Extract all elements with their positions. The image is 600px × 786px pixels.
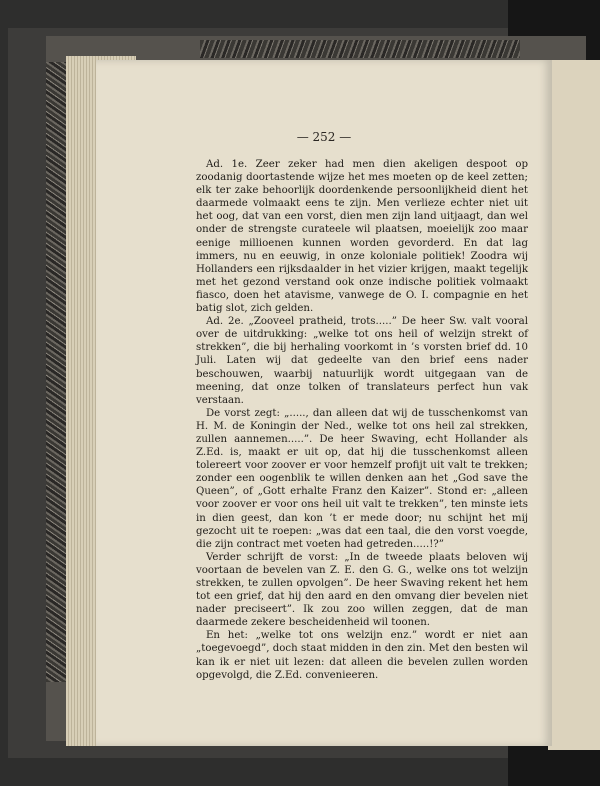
paragraph-1: Ad. 1e. Zeer zeker had men dien akeligen despoot op zoodanig doortastende wijze het mes moeten op de keel zetten; elk ter zake behoorlijk doordenkende persoonlijkheid dient het daarmede volmaakt eens te zijn. Men verlieze echter niet uit het oog, dat van een vorst, dien men zijn land uitjaagt, dan wel onder de strengste curateele wil plaatsen, moeielijk zoo maar eenige millioenen kunnen worden gevorderd. En dat lag immers, nu en eeuwig, in onze koloniale politiek! Zoodra wij Hollanders een rijksdaalder in het vizier krijgen, maakt tegelijk met het gezond verstand ook onze indische politiek volmaakt fiasco, doen het atavisme, vanwege de O. I. compagnie en het batig slot, zich gelden.: [196, 159, 528, 315]
page-number: — 252 —: [296, 130, 352, 144]
marbled-edge-left: [46, 62, 68, 682]
paragraph-4: Verder schrijft de vorst: „In de tweede plaats beloven wij voortaan de bevelen van Z. E. den G. G., welke ons tot welzijn strekken, te zullen opvolgen”. De heer Swaving rekent het hem tot een grief, dat hij den aard en den omvang dier bevelen niet nader preciseert”. Ik zou zoo willen zeggen, dat de man daarmede zekere bescheidenheid wil toonen.: [196, 551, 528, 629]
marbled-edge-top: [200, 40, 520, 58]
paragraph-2: Ad. 2e. „Zooveel pratheid, trots.....” De heer Sw. valt vooral over de uitdrukking: „welke tot ons heil of welzijn strekt of strekken”, die bij herhaling voorkomt in ’s vorsten brief dd. 10 Juli. Laten wij dat gedeelte van den brief eens nader beschouwen, waarbij natuurlijk wordt uitgegaan van de meening, dat onze tolken of translateurs perfect hun vak verstaan.: [196, 316, 528, 406]
paragraph-3: De vorst zegt: „....., dan alleen dat wij de tusschenkomst van H. M. de Koningin der Ned., welke tot ons heil zal strekken, zullen aannemen.....”. De heer Swaving, echt Hollander als Z.Ed. is, maakt er uit op, dat hij die tusschenkomst alleen tolereert voor zoover er voor hemzelf profijt uit valt te trekken; zonder een oogenblik te willen denken aan het „God save the Queen”, of „Gott erhalte Franz den Kaizer”. Stond er: „alleen voor zoover er voor ons heil uit valt te trekken”, ten minste iets in dien geest, dan kon ’t er mede door; nu schijnt het mij gezocht uit te roepen: „was dat een taal, die den vorst voegde, die zijn contract met voeten had getreden.....!?”: [196, 407, 528, 550]
facing-page: [548, 60, 600, 750]
page-body: [196, 158, 528, 682]
paragraph-5: En het: „welke tot ons welzijn enz.” wordt er niet aan „toegevoegd”, doch staat midden in den zin. Met den besten wil kan ik er niet uit lezen: dat alleen die bevelen zullen worden opgevolgd, die Z.Ed. convenieeren.: [196, 630, 528, 681]
